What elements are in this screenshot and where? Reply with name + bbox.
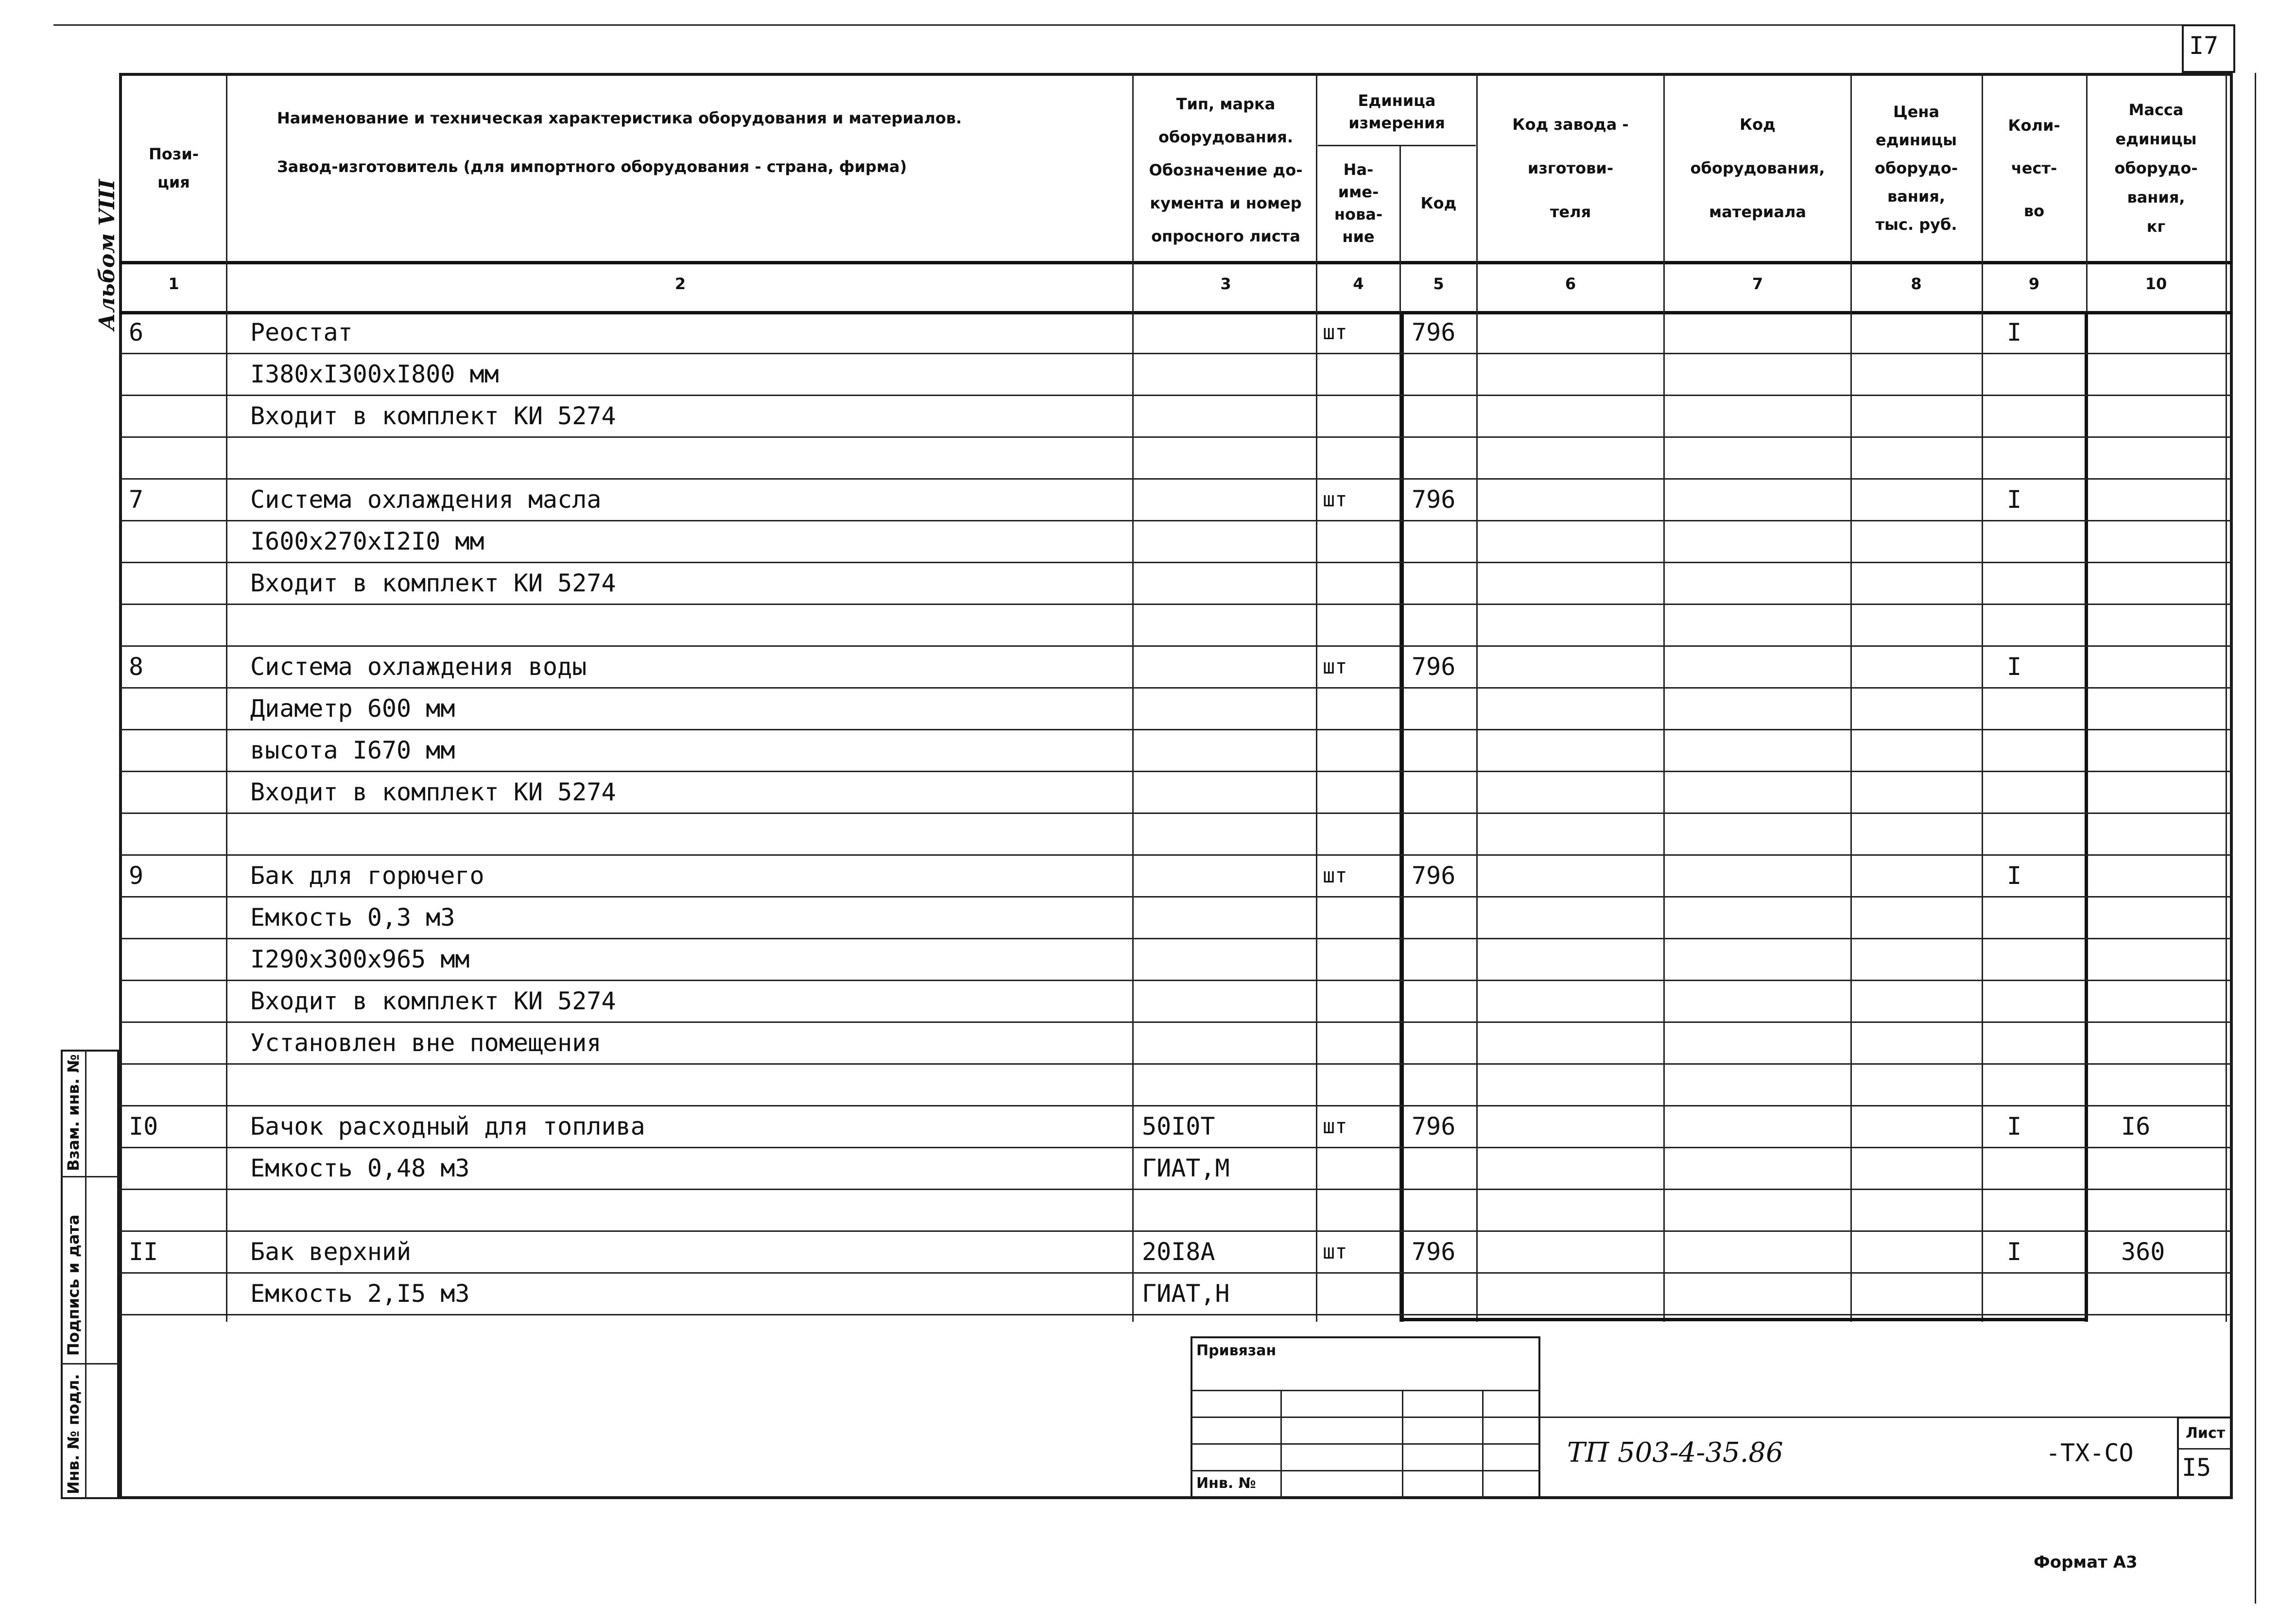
col-number-7: 7: [1752, 275, 1763, 293]
right-trim-line: [2255, 73, 2256, 1604]
top-border-line: [53, 24, 2182, 26]
cell-quantity: I: [2007, 1238, 2022, 1266]
format-label: Формат А3: [2034, 1553, 2138, 1572]
col-number-4: 4: [1353, 275, 1364, 293]
cell-type: 20I8А: [1142, 1238, 1215, 1266]
cell-type: ГИАТ,М: [1142, 1154, 1230, 1182]
cell-name: Емкость 0,3 м3: [250, 903, 455, 932]
cell-name: I380xI300xI800 мм: [250, 360, 499, 388]
col-number-10: 10: [2145, 275, 2167, 293]
header-name: Наименование и техническая характеристика оборудования и материалов. Завод-изготовитель (для импортного оборудования - страна, фирма): [277, 109, 962, 176]
header-position: Пози- ция: [148, 144, 199, 191]
bold-region-bottom: [1400, 1318, 2088, 1321]
cell-name: Входит в комплект КИ 5274: [250, 778, 616, 806]
cell-unit: шт: [1323, 487, 1347, 511]
cell-type: ГИАТ,Н: [1142, 1279, 1230, 1308]
cell-unit: шт: [1323, 320, 1347, 344]
cell-quantity: I: [2007, 1112, 2022, 1140]
row-separator: [119, 1314, 2233, 1315]
cell-code: 796: [1412, 318, 1456, 346]
cell-unit: шт: [1323, 1114, 1347, 1138]
cell-mass: I6: [2121, 1112, 2151, 1140]
privyazan-col-1: [1280, 1390, 1282, 1499]
cell-unit: шт: [1323, 1240, 1347, 1263]
privyazan-line-4: [1191, 1470, 1540, 1471]
cell-name: I290x300x965 мм: [250, 945, 470, 973]
cell-name: Система охлаждения воды: [250, 653, 587, 681]
sheet-number: I5: [2182, 1453, 2211, 1482]
cell-name: Входит в комплект КИ 5274: [250, 987, 616, 1015]
cell-position: 6: [129, 318, 144, 346]
header-unit-group: Единица измерения: [1348, 91, 1445, 132]
cell-quantity: I: [2007, 318, 2022, 346]
side-stamp-signature-date: Подпись и дата: [64, 1214, 83, 1356]
cell-name: Бачок расходный для топлива: [250, 1112, 645, 1140]
col-number-1: 1: [168, 275, 179, 293]
side-stamp-line-1: [61, 1176, 119, 1177]
cell-name: Реостат: [250, 318, 353, 346]
cell-code: 796: [1412, 1238, 1456, 1266]
cell-name: Емкость 0,48 м3: [250, 1154, 470, 1182]
table-row: [119, 1063, 2233, 1105]
cell-name: Диаметр 600 мм: [250, 694, 455, 723]
cell-name: Установлен вне помещения: [250, 1029, 602, 1057]
header-price: Цена единицы оборудо- вания, тыс. руб.: [1874, 102, 1958, 234]
side-stamp-original-inv: Инв. № подл.: [64, 1374, 83, 1494]
side-album-label: Альбом VIII: [95, 179, 120, 330]
sheet-box-divider: [2177, 1448, 2233, 1450]
cell-quantity: I: [2007, 485, 2022, 514]
cell-quantity: I: [2007, 653, 2022, 681]
cell-name: Емкость 2,I5 м3: [250, 1279, 470, 1308]
col-number-2: 2: [674, 275, 686, 293]
cell-name: высота I670 мм: [250, 736, 455, 764]
header-mass: Масса единицы оборудо- вания, кг: [2114, 100, 2198, 236]
cell-code: 796: [1412, 862, 1456, 890]
cell-code: 796: [1412, 485, 1456, 514]
cell-name: Система охлаждения масла: [250, 485, 602, 514]
privyazan-line-2: [1191, 1417, 1540, 1418]
table-row: [119, 1189, 2233, 1230]
col-number-6: 6: [1565, 275, 1576, 293]
top-sheet-number: I7: [2189, 32, 2219, 60]
header-unit-name: На- име- нова- ние: [1334, 160, 1383, 246]
privyazan-col-2: [1402, 1390, 1403, 1499]
header-quantity: Коли- чест- во: [2008, 116, 2060, 220]
cell-position: I0: [129, 1112, 158, 1140]
document-suffix: -ТХ-СО: [2046, 1439, 2134, 1467]
table-row: [119, 311, 2233, 353]
col-number-9: 9: [2028, 275, 2040, 293]
cell-position: 9: [129, 862, 144, 890]
col-number-3: 3: [1220, 275, 1231, 293]
title-block-top-line: [1540, 1417, 2233, 1418]
privyazan-label: Привязан: [1196, 1342, 1277, 1359]
cell-position: 8: [129, 653, 144, 681]
cell-name: Входит в комплект КИ 5274: [250, 402, 616, 430]
cell-name: I600x270xI2I0 мм: [250, 527, 484, 555]
cell-name: Входит в комплект КИ 5274: [250, 569, 616, 597]
header-bottom-line: [119, 261, 2233, 264]
cell-position: 7: [129, 485, 144, 514]
header-manufacturer-code: Код завода - изготови- теля: [1512, 115, 1629, 221]
header-equipment-code: Код оборудования, материала: [1690, 115, 1825, 221]
inv-number-label: Инв. №: [1196, 1475, 1256, 1492]
cell-mass: 360: [2121, 1238, 2165, 1266]
cell-position: II: [129, 1238, 158, 1266]
privyazan-line-1: [1191, 1390, 1540, 1391]
header-type: Тип, марка оборудования. Обозначение до- кумента и номер опросного листа: [1149, 95, 1303, 245]
table-row: [119, 436, 2233, 478]
cell-code: 796: [1412, 1112, 1456, 1140]
side-stamp-replace-inv: Взам. инв. №: [64, 1054, 83, 1171]
cell-unit: шт: [1323, 864, 1347, 887]
col-number-8: 8: [1911, 275, 1922, 293]
cell-name: Бак верхний: [250, 1238, 412, 1266]
cell-quantity: I: [2007, 862, 2022, 890]
table-row: [119, 604, 2233, 645]
side-stamp-divider: [85, 1050, 86, 1499]
privyazan-col-3: [1482, 1390, 1484, 1499]
cell-type: 50I0Т: [1142, 1112, 1215, 1140]
document-code: ТП 503-4-35.86: [1567, 1437, 1783, 1469]
header-unit-code: Код: [1420, 193, 1457, 212]
cell-unit: шт: [1323, 655, 1347, 678]
side-stamp-line-2: [61, 1363, 119, 1365]
cell-name: Бак для горючего: [250, 862, 484, 890]
cell-code: 796: [1412, 653, 1456, 681]
sheet-label: Лист: [2186, 1425, 2226, 1442]
table-row: [119, 812, 2233, 854]
col-number-5: 5: [1433, 275, 1444, 293]
privyazan-line-3: [1191, 1443, 1540, 1445]
